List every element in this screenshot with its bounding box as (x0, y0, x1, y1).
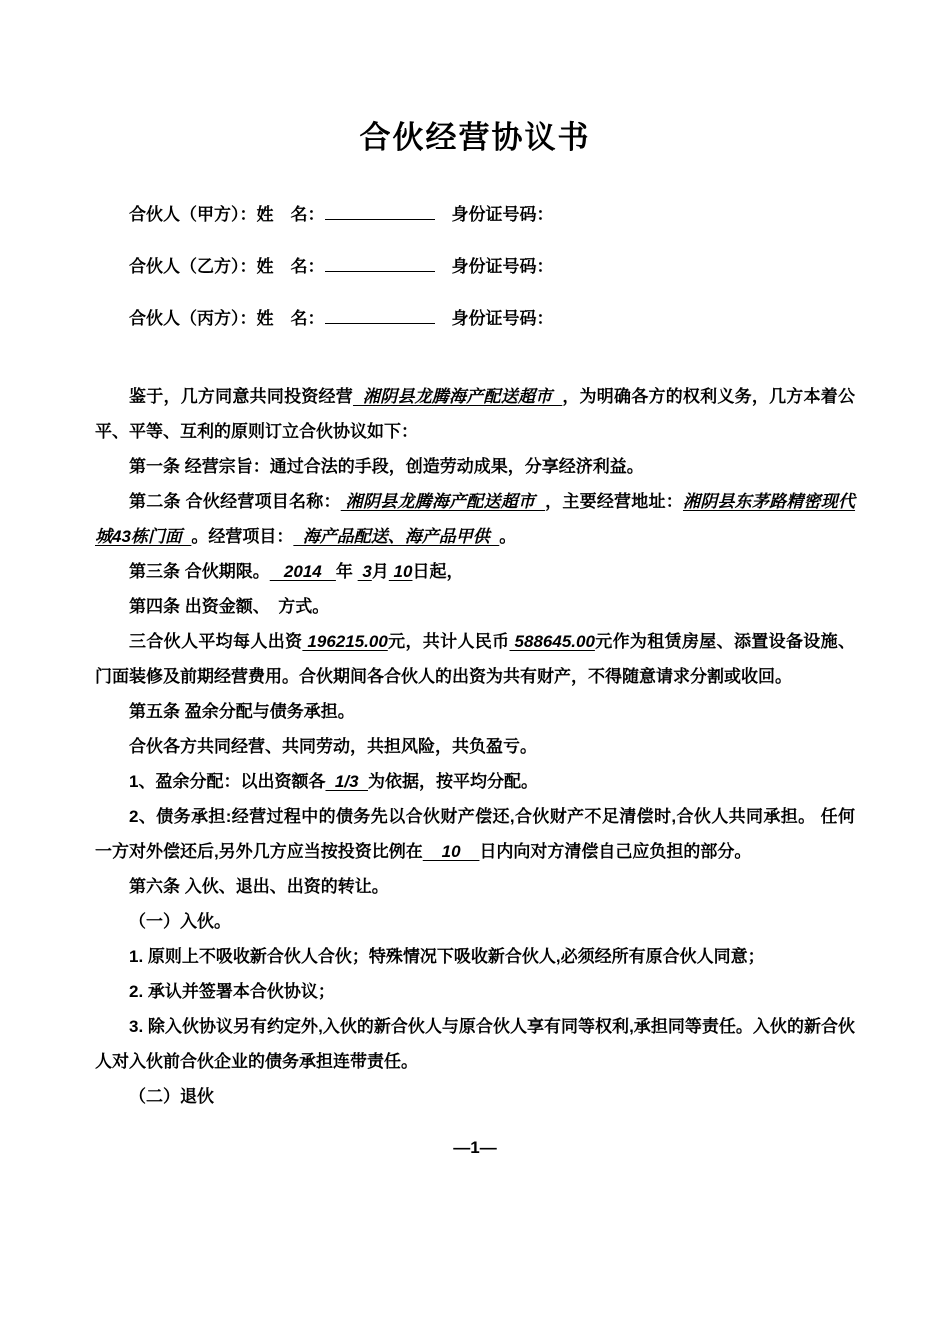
text-run: 1. 原则上不吸收新合伙人合伙；特殊情况下吸收新合伙人,必须经所有原合伙人同意； (129, 947, 765, 966)
text-run: 合伙各方共同经营、共同劳动，共担风险，共负盈亏。 (129, 737, 537, 756)
text-run: 盈余分配与债务承担。 (180, 702, 355, 721)
text-run: （二）退伙 (129, 1087, 214, 1106)
filled-blank: 10 (388, 562, 413, 581)
withdraw-heading (95, 1079, 855, 1114)
document-body (95, 201, 855, 1114)
text-run: 身份证号码： (434, 205, 554, 224)
blank-line (325, 202, 435, 220)
text-run: 身份证号码： (434, 309, 554, 328)
text-run: 3. 除入伙协议另有约定外,入伙的新合伙人与原合伙人享有同等权利,承担同等责任。入伙的新合伙人对入伙前合伙企业的债务承担连带责任。 (95, 1017, 855, 1071)
article-label: 第四条 (129, 597, 180, 616)
partner-line-yi (95, 253, 855, 281)
text-run: 经营宗旨：通过合法的手段，创造劳动成果，分享经济利益。 (180, 457, 644, 476)
filled-blank: 湘阴县龙腾海产配送超市 (352, 387, 563, 406)
article-6 (95, 869, 855, 904)
join-item-1 (95, 939, 855, 974)
article-1 (95, 449, 855, 484)
text-run: 2. 承认并签署本合伙协议； (129, 982, 335, 1001)
filled-blank: 1/3 (325, 772, 368, 791)
filled-blank: 湘阴县龙腾海产配送超市 (340, 492, 546, 511)
text-run: 。 (499, 527, 517, 546)
article-label: 第一条 (129, 457, 180, 476)
blank-line (325, 254, 435, 272)
partner-line-jia (95, 201, 855, 229)
article-2 (95, 484, 855, 554)
text-run: 鉴于，几方同意共同投资经营 (129, 387, 353, 406)
join-item-3 (95, 1009, 855, 1079)
partner-line-bing (95, 305, 855, 333)
text-run: 三合伙人平均每人出资 (129, 632, 303, 651)
text-run: 元作为租赁房屋、添置设备设施、门面装修及前期经营费用。合伙期间各合伙人的出资为共有财产，不得随意请求分割或收回。 (95, 632, 855, 686)
filled-blank: 海产品配送、海产品甲供 (293, 527, 500, 546)
article-5 (95, 694, 855, 729)
text-run: 合伙人（丙方）：姓 名： (129, 309, 325, 328)
filled-blank: 湘阴县东茅路精密现代城43栋门面 (95, 492, 856, 546)
joint-operation-paragraph (95, 729, 855, 764)
article-label: 第二条 (129, 492, 181, 511)
page-number: —1— (453, 1138, 497, 1157)
article-label: 第五条 (129, 702, 180, 721)
article-3 (95, 554, 855, 589)
text-run: 日起， (412, 562, 464, 581)
article-4 (95, 589, 855, 624)
text-run: 入伙、退出、出资的转让。 (180, 877, 389, 896)
text-run: 合伙期限。 (180, 562, 270, 581)
blank-line (325, 306, 435, 324)
text-run: 年 (335, 562, 358, 581)
text-run: 合伙人（乙方）：姓 名： (129, 257, 325, 276)
preamble-paragraph (95, 379, 855, 449)
filled-blank: 588645.00 (509, 632, 595, 651)
text-run: 1、盈余分配：以出资额各 (129, 772, 326, 791)
capital-paragraph (95, 624, 855, 694)
text-run: 元，共计人民币 (387, 632, 510, 651)
join-item-2 (95, 974, 855, 1009)
filled-blank: 196215.00 (302, 632, 388, 651)
article-label: 第三条 (129, 562, 180, 581)
debt-paragraph (95, 799, 855, 869)
text-run: ，主要经营地址： (545, 492, 683, 511)
text-run: 2、债务承担:经营过程中的债务先以合伙财产偿还,合伙财产不足清偿时,合伙人共同承担。 任何一方对外偿还后,另外几方应当按投资比例在 (95, 807, 855, 861)
article-label: 第六条 (129, 877, 180, 896)
filled-blank: 2014 (269, 562, 336, 581)
page-title: 合伙经营协议书 (359, 120, 591, 155)
text-run: 月 (371, 562, 389, 581)
text-run: ，为明确各方的权利义务，几方本着公平、平等、互利的原则订立合伙协议如下： (95, 387, 855, 441)
filled-blank: 3 (357, 562, 372, 581)
text-run: 出资金额、 方式。 (180, 597, 330, 616)
text-run: 日内向对方清偿自己应负担的部分。 (479, 842, 752, 861)
text-run: 合伙经营项目名称： (180, 492, 341, 511)
profit-distribution-paragraph (95, 764, 855, 799)
text-run: （一）入伙。 (129, 912, 231, 931)
text-run: 合伙人（甲方）：姓 名： (129, 205, 325, 224)
join-heading (95, 904, 855, 939)
text-run: 。经营项目： (191, 527, 294, 546)
text-run: 为依据，按平均分配。 (368, 772, 538, 791)
text-run: 身份证号码： (434, 257, 554, 276)
filled-blank: 10 (422, 842, 480, 861)
